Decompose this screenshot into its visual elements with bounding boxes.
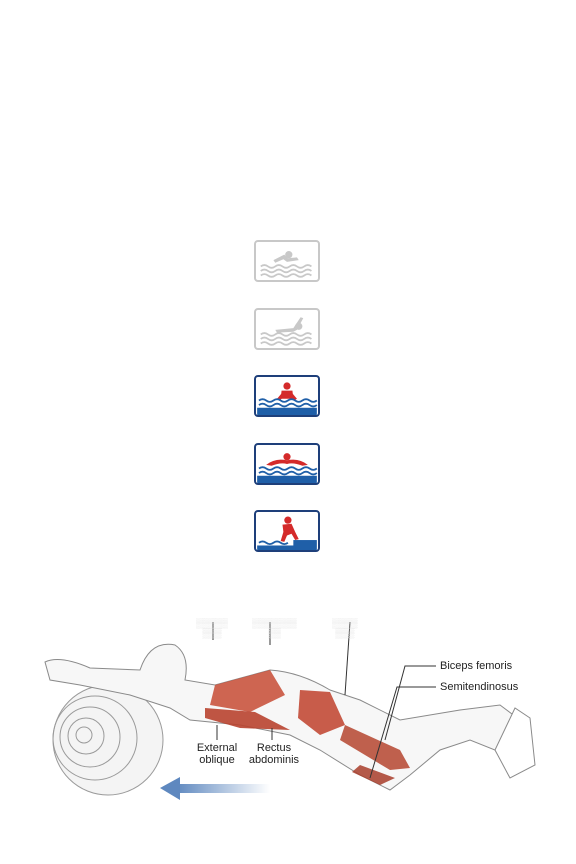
stability-ball: [53, 685, 163, 795]
direction-arrow: [160, 777, 270, 800]
swim-freestyle-icon: [254, 240, 320, 282]
label-rectus-abdominis: Rectus abdominis: [248, 742, 300, 766]
label-external-oblique: External oblique: [196, 742, 238, 766]
swim-butterfly-icon: [254, 443, 320, 485]
label-biceps-femoris: Biceps femoris: [440, 660, 513, 672]
ghost-label-3: ▒▒▒▒ ▒▒▒: [332, 618, 358, 638]
anatomy-illustration: [0, 600, 576, 830]
ghost-label-2: ▒▒▒▒▒▒▒ ▒▒: [252, 618, 297, 638]
swim-breaststroke-icon: [254, 375, 320, 417]
swim-backstroke-icon: [254, 308, 320, 350]
label-semitendinosus: Semitendinosus: [440, 681, 519, 693]
swim-start-dive-icon: [254, 510, 320, 552]
ghost-label-1: ▒▒▒▒▒ ▒▒▒: [196, 618, 228, 638]
